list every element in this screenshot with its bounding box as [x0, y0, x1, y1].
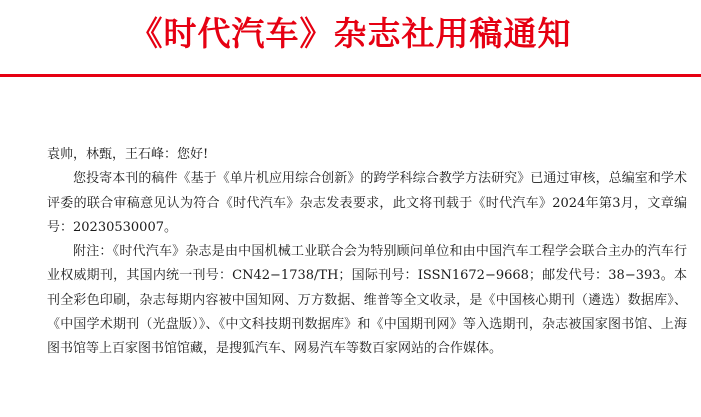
notice-body: [47, 143, 687, 362]
greeting: 袁帅，林甄，王石峰：您好!: [47, 147, 209, 162]
acceptance-paragraph: 您投寄本刊的稿件《基于《单片机应用综合创新》的跨学科综合教学方法研究》已通过审核，总编室和学术评委的联合审稿意见认为符合《时代汽车》杂志发表要求，此文将刊载于《时代汽车》2024年第3月，文章编号：20230530007。: [47, 171, 687, 235]
title-divider: [0, 74, 701, 77]
notice-title: 《时代汽车》杂志社用稿通知: [129, 14, 572, 53]
journal-note-paragraph: 附注：《时代汽车》杂志是由中国机械工业联合会为特别顾问单位和由中国汽车工程学会联合主办的汽车行业权威期刊，其国内统一刊号：CN42−1738/TH；国际刊号：ISSN1672−9668；邮发代号：38−393。本刊全彩色印刷，杂志每期内容被中国知网、万方数据、维普等全文收录，是《中国核心期刊（遴选）数据库》、《中国学术期刊（光盘版）》、《中文科技期刊数据库》和《中国期刊网》等入选期刊，杂志被国家图书馆、上海图书馆等上百家图书馆馆藏，是搜狐汽车、网易汽车等数百家网站的合作媒体。: [47, 244, 687, 357]
